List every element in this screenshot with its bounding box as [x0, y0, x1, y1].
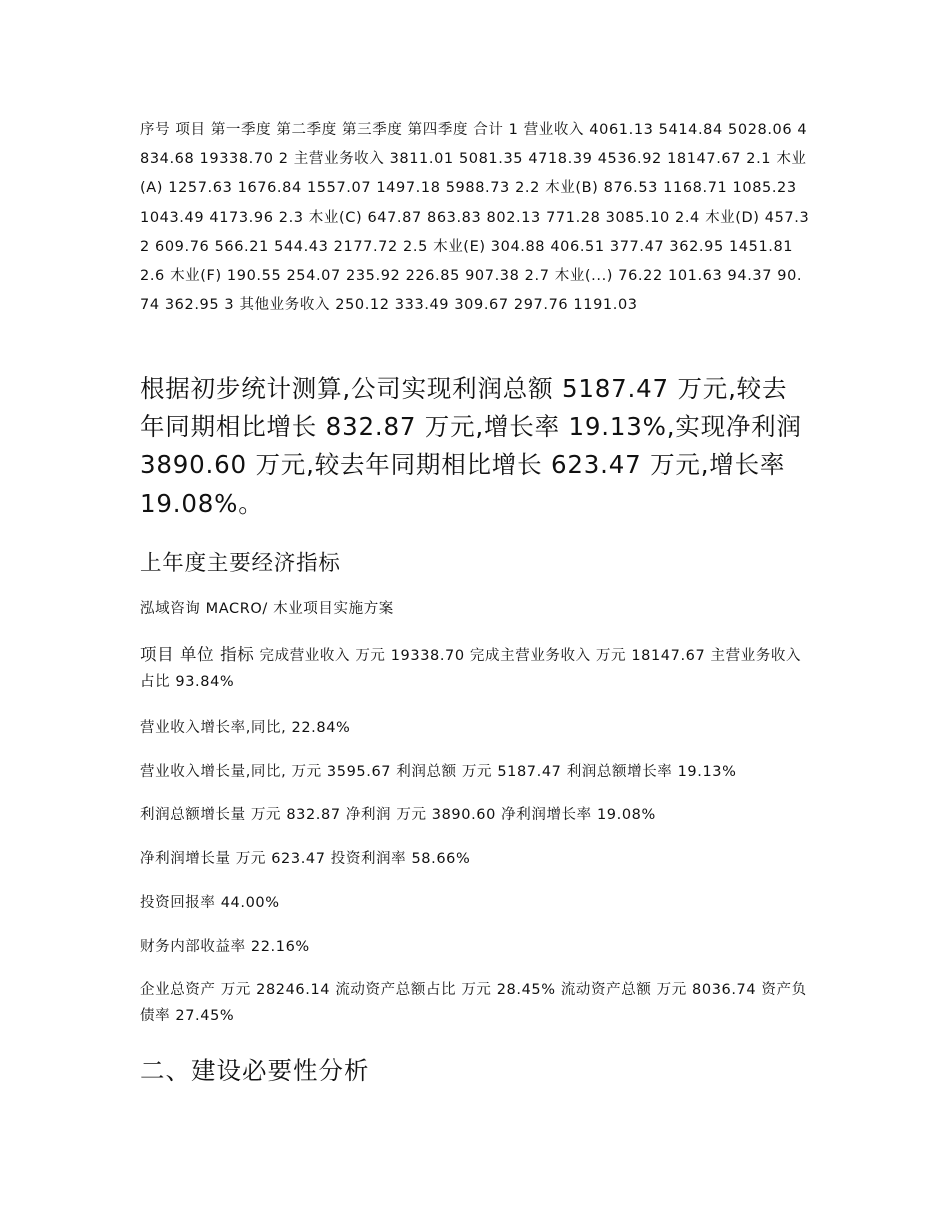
indicators-line-8: 企业总资产 万元 28246.14 流动资产总额占比 万元 28.45% 流动资产总额 万元 8036.74 资产负债率 27.45%: [140, 982, 807, 1024]
indicators-heading: 上年度主要经济指标: [140, 551, 341, 576]
indicators-table-header: 项目 单位 指标: [140, 645, 255, 664]
indicators-line-3: 营业收入增长量,同比, 万元 3595.67 利润总额 万元 5187.47 利润总额增长率 19.13%: [140, 764, 737, 780]
indicators-line-7: 财务内部收益率 22.16%: [140, 939, 310, 955]
indicators-line-1-text: 完成营业收入 万元 19338.70 完成主营业务收入 万元 18147.67 主营业务收入占比 93.84%: [140, 648, 802, 690]
profit-summary-paragraph: 根据初步统计测算,公司实现利润总额 5187.47 万元,较去年同期相比增长 832.87 万元,增长率 19.13%,实现净利润 3890.60 万元,较去年同期相比增长 623.47 万元,增长率 19.08%。: [140, 374, 802, 518]
section-heading: 二、建设必要性分析: [140, 1056, 370, 1085]
indicators-line-4: 利润总额增长量 万元 832.87 净利润 万元 3890.60 净利润增长率 19.08%: [140, 807, 656, 823]
source-line: 泓域咨询 MACRO/ 木业项目实施方案: [140, 601, 394, 617]
indicators-line-2: 营业收入增长率,同比, 22.84%: [140, 720, 351, 736]
indicators-line-6: 投资回报率 44.00%: [140, 895, 280, 911]
quarterly-revenue-table-text: 序号 项目 第一季度 第二季度 第三季度 第四季度 合计 1 营业收入 4061.13 5414.84 5028.06 4834.68 19338.70 2 主营业务收入 3811.01 5081.35 4718.39 4536.92 18147.67 2.1 木业(A) 1257.63 1676.84 1557.07 1497.18 5988.73 2.2 木业(B) 876.53 1168.71 1085.23 1043.49 4173.96 2.3 木业(C) 647.87 863.83 802.13 771.28 3085.10 2.4 木业(D) 457.32 609.76 566.21 544.43 2177.72 2.5 木业(E) 304.88 406.51 377.47 362.95 1451.81 2.6 木业(F) 190.55 254.07 235.92 226.85 907.38 2.7 木业(...) 76.22 101.63 94.37 90.74 362.95 3 其他业务收入 250.12 333.49 309.67 297.76 1191.03: [140, 122, 810, 314]
indicators-line-1: [140, 642, 810, 695]
indicators-line-5: 净利润增长量 万元 623.47 投资利润率 58.66%: [140, 851, 471, 867]
